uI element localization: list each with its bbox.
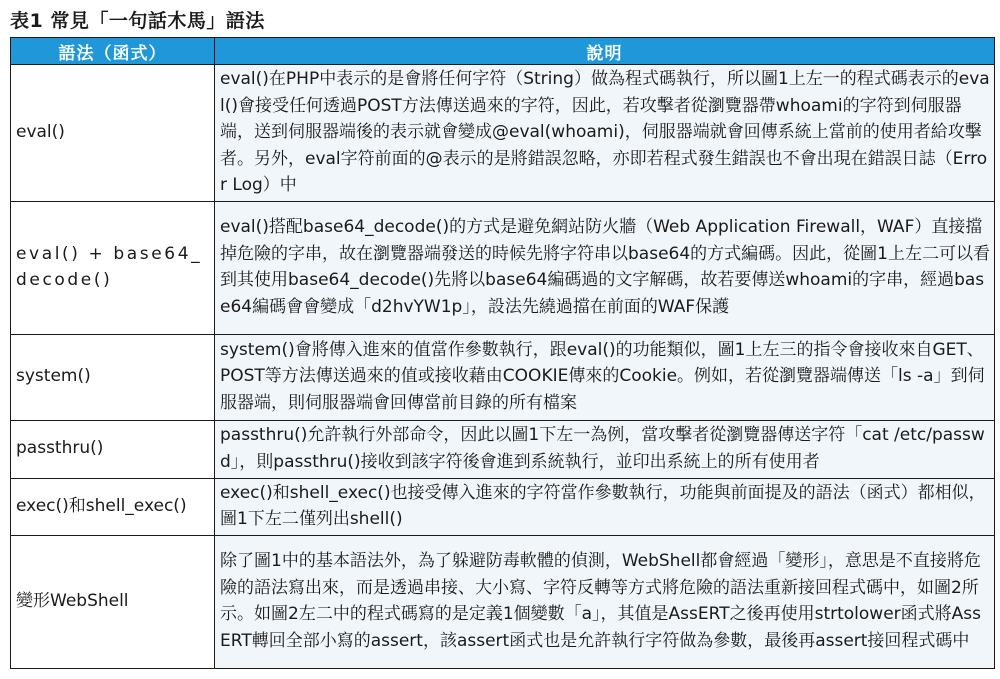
description-cell: eval()在PHP中表示的是會將任何字符（String）做為程式碼執行，所以圖1上左一的程式碼表示的eval()會接受任何透過POST方法傳送過來的字符，因此，若攻擊者從瀏覽器帶whoami的字符到伺服器端，送到伺服器端後的表示就會變成@eval(whoami)，伺服器端就會回傳系統上當前的使用者給攻擊者。另外，eval字符前面的@表示的是將錯誤忽略，亦即若程式發生錯誤也不會出現在錯誤日誌（Error Log）中: [215, 65, 995, 202]
table-row: [11, 420, 995, 478]
table-row: [11, 478, 995, 535]
table-caption: 表1 常見「一句話木馬」語法: [10, 10, 265, 32]
table-row: [11, 201, 995, 334]
syntax-table: [10, 37, 995, 669]
description-cell: 除了圖1中的基本語法外，為了躲避防毒軟體的偵測，WebShell都會經過「變形」，意思是不直接將危險的語法寫出來，而是透過串接、大小寫、字符反轉等方式將危險的語法重新接回程式碼中，如圖2所示。如圖2左二中的程式碼寫的是定義1個變數「a」，其值是AssERT之後再使用strtolower函式將AssERT轉回全部小寫的assert，該assert函式也是允許執行字符做為參數，最後再assert接回程式碼中: [215, 535, 995, 668]
description-cell: exec()和shell_exec()也接受傳入進來的字符當作參數執行，功能與前面提及的語法（函式）都相似，圖1下左二僅列出shell(): [215, 478, 995, 535]
header-syntax: 語法（函式）: [11, 38, 215, 65]
table-header-row: [11, 38, 995, 65]
description-cell: eval()搭配base64_decode()的方式是避免網站防火牆（Web Application Firewall，WAF）直接擋掉危險的字串，故在瀏覽器端發送的時候先將字符串以base64的方式編碼。因此，從圖1上左二可以看到其使用base64_decode()先將以base64編碼過的文字解碼，故若要傳送whoami的字串，經過base64編碼會會變成「d2hvYW1p」，設法先繞過擋在前面的WAF保護: [215, 201, 995, 334]
table-row: [11, 65, 995, 202]
table-row: [11, 535, 995, 668]
syntax-cell: passthru(): [11, 420, 215, 478]
syntax-cell: eval() + base64_decode(): [11, 201, 215, 334]
syntax-cell: exec()和shell_exec(): [11, 478, 215, 535]
syntax-cell: 變形WebShell: [11, 535, 215, 668]
description-cell: system()會將傳入進來的值當作參數執行，跟eval()的功能類似，圖1上左三的指令會接收來自GET、POST等方法傳送過來的值或接收藉由COOKIE傳來的Cookie。例如，若從瀏覽器端傳送「ls -a」到伺服器端，則伺服器端會回傳當前目錄的所有檔案: [215, 334, 995, 420]
table-row: [11, 334, 995, 420]
header-description: 說明: [215, 38, 995, 65]
syntax-cell: system(): [11, 334, 215, 420]
description-cell: passthru()允許執行外部命令，因此以圖1下左一為例，當攻擊者從瀏覽器傳送字符「cat /etc/passwd」，則passthru()接收到該字符後會進到系統執行，並印出系統上的所有使用者: [215, 420, 995, 478]
syntax-cell: eval(): [11, 65, 215, 202]
